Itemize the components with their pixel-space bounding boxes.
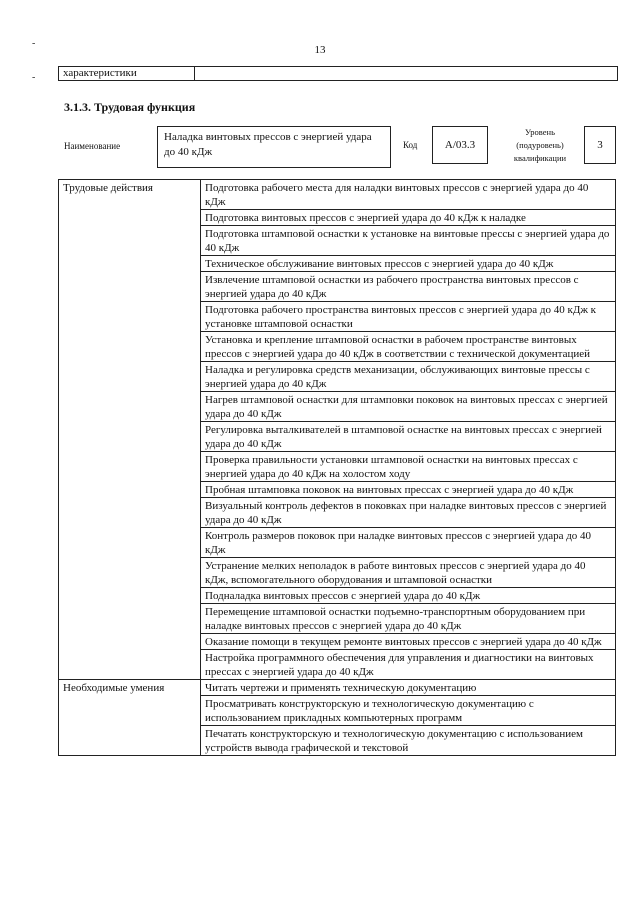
function-name-box: Наладка винтовых прессов с энергией удара до 40 кДж: [157, 126, 391, 168]
margin-mark-top: -: [32, 38, 36, 49]
name-label: Наименование: [64, 141, 121, 151]
code-box: A/03.3: [432, 126, 488, 164]
table-row: [59, 180, 616, 210]
level-box: 3: [584, 126, 616, 164]
table-row: [59, 680, 616, 696]
level-label-line: квалификации: [513, 153, 567, 163]
level-label: [502, 126, 578, 165]
row-text-cell: Подналадка винтовых прессов с энергией удара до 40 кДж: [201, 588, 616, 604]
row-text-cell: Читать чертежи и применять техническую документацию: [201, 680, 616, 696]
labor-function-table: [58, 179, 616, 756]
page-number: 13: [314, 44, 326, 56]
margin-mark-bottom: -: [32, 72, 36, 83]
row-text-cell: Настройка программного обеспечения для управления и диагностики на винтовых прессах с энергией удара до 40 кДж: [201, 650, 616, 680]
section-title: 3.1.3. Трудовая функция: [64, 100, 196, 114]
row-text-cell: Регулировка выталкивателей в штамповой оснастке на винтовых прессах с энергией удара до 40 кДж: [201, 422, 616, 452]
level-label-line: Уровень: [525, 127, 555, 137]
row-text-cell: Наладка и регулировка средств механизации, обслуживающих винтовые прессы с энергией удара до 40 кДж: [201, 362, 616, 392]
row-text-cell: Установка и крепление штамповой оснастки в рабочем пространстве винтовых прессов с энергией удара до 40 кДж в соответствии с технической документацией: [201, 332, 616, 362]
row-text-cell: Подготовка винтовых прессов с энергией удара до 40 кДж к наладке: [201, 210, 616, 226]
row-text-cell: Перемещение штамповой оснастки подъемно-транспортным оборудованием при наладке винтовых прессов с энергией удара до 40 кДж: [201, 604, 616, 634]
characteristics-cell: характеристики: [63, 67, 137, 79]
row-text-cell: Подготовка штамповой оснастки к установке на винтовые прессы с энергией удара до 40 кДж: [201, 226, 616, 256]
row-text-cell: Оказание помощи в текущем ремонте винтовых прессов с энергией удара до 40 кДж: [201, 634, 616, 650]
row-text-cell: Контроль размеров поковок при наладке винтовых прессов с энергией удара до 40 кДж: [201, 528, 616, 558]
section-heading-cell: Трудовые действия: [59, 180, 201, 680]
row-text-cell: Устранение мелких неполадок в работе винтовых прессов с энергией удара до 40 кДж, вспомогательного оборудования и штамповой оснастки: [201, 558, 616, 588]
row-text-cell: Просматривать конструкторскую и технологическую документацию с использованием прикладных компьютерных программ: [201, 696, 616, 726]
row-text-cell: Визуальный контроль дефектов в поковках при наладке винтовых прессов с энергией удара до 40 кДж: [201, 498, 616, 528]
section-heading-cell: Необходимые умения: [59, 680, 201, 756]
row-text-cell: Нагрев штамповой оснастки для штамповки поковок на винтовых прессах с энергией удара до 40 кДж: [201, 392, 616, 422]
row-text-cell: Печатать конструкторскую и технологическую документацию с использованием устройств вывода графической и текстовой: [201, 726, 616, 756]
table-divider: [194, 67, 195, 80]
row-text-cell: Подготовка рабочего пространства винтовых прессов с энергией удара до 40 кДж к установке штамповой оснастки: [201, 302, 616, 332]
row-text-cell: Пробная штамповка поковок на винтовых прессах с энергией удара до 40 кДж: [201, 482, 616, 498]
row-text-cell: Подготовка рабочего места для наладки винтовых прессов с энергией удара до 40 кДж: [201, 180, 616, 210]
row-text-cell: Техническое обслуживание винтовых прессов с энергией удара до 40 кДж: [201, 256, 616, 272]
row-text-cell: Проверка правильности установки штамповой оснастки на винтовых прессах с энергией удара до 40 кДж на холостом ходу: [201, 452, 616, 482]
code-label: Код: [403, 140, 418, 150]
previous-table-fragment: [58, 66, 618, 81]
row-text-cell: Извлечение штамповой оснастки из рабочего пространства винтовых прессов с энергией удара до 40 кДж: [201, 272, 616, 302]
level-label-line: (подуровень): [516, 140, 564, 150]
table-body: [59, 180, 616, 756]
